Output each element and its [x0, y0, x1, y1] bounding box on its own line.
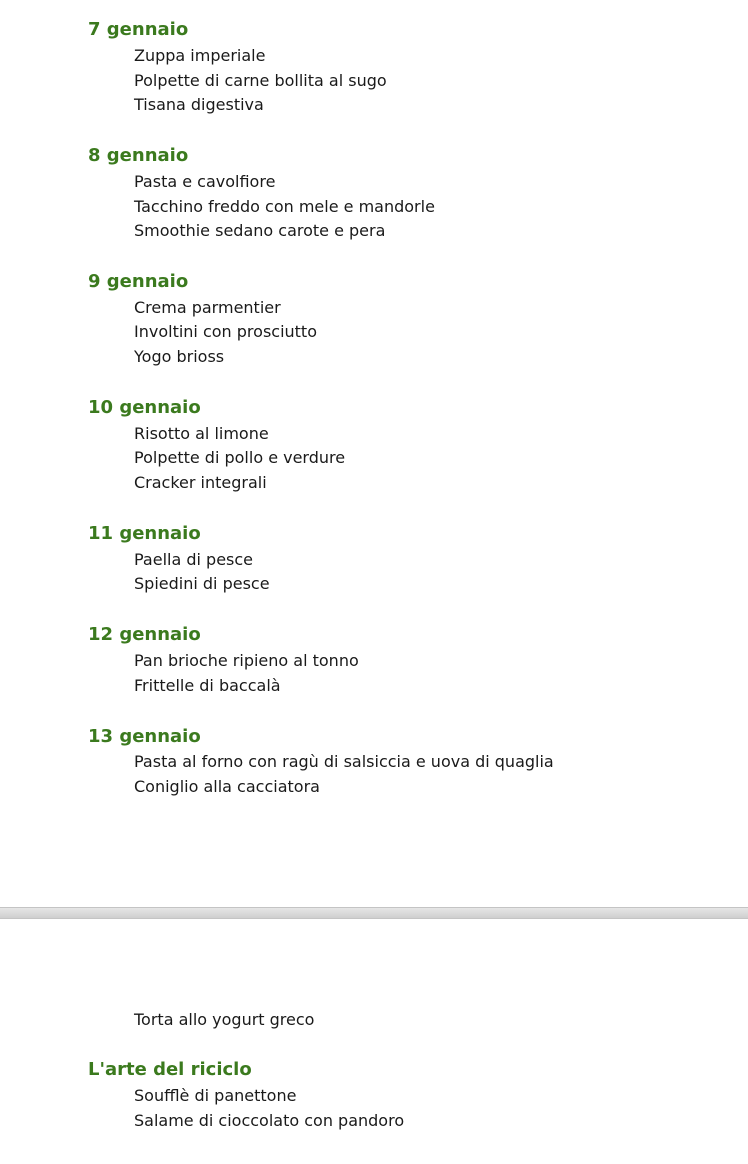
menu-item: Pasta al forno con ragù di salsiccia e uova di quaglia	[134, 752, 554, 771]
menu-item: Spiedini di pesce	[134, 574, 270, 593]
menu-item: Involtini con prosciutto	[134, 322, 317, 341]
menu-item: Cracker integrali	[134, 473, 267, 492]
day-heading: 11 gennaio	[88, 523, 201, 544]
menu-item: Smoothie sedano carote e pera	[134, 221, 386, 240]
menu-item: Salame di cioccolato con pandoro	[134, 1111, 405, 1130]
day-heading: 13 gennaio	[88, 726, 201, 747]
menu-item: Pasta e cavolfiore	[134, 172, 276, 191]
document-page-2	[0, 919, 748, 1164]
menu-item: Pan brioche ripieno al tonno	[134, 651, 359, 670]
day-heading: 7 gennaio	[88, 19, 189, 40]
menu-item: Risotto al limone	[134, 424, 269, 443]
menu-item: Paella di pesce	[134, 550, 254, 569]
day-heading: 8 gennaio	[88, 145, 189, 166]
day-heading: 10 gennaio	[88, 397, 201, 418]
page-separator	[0, 907, 748, 919]
day-heading: 9 gennaio	[88, 271, 189, 292]
menu-item: Crema parmentier	[134, 298, 281, 317]
menu-item: Tacchino freddo con mele e mandorle	[134, 197, 435, 216]
menu-item: Polpette di pollo e verdure	[134, 448, 346, 467]
menu-item: Zuppa imperiale	[134, 46, 266, 65]
menu-item: Tisana digestiva	[134, 95, 264, 114]
menu-item: Yogo brioss	[134, 347, 225, 366]
menu-item: Soufflè di panettone	[134, 1086, 297, 1105]
menu-item: Torta allo yogurt greco	[134, 1010, 315, 1029]
menu-item: Frittelle di baccalà	[134, 676, 281, 695]
day-heading: 12 gennaio	[88, 624, 201, 645]
menu-item: Coniglio alla cacciatora	[134, 777, 320, 796]
section-heading: L'arte del riciclo	[88, 1059, 252, 1080]
menu-item: Polpette di carne bollita al sugo	[134, 71, 387, 90]
